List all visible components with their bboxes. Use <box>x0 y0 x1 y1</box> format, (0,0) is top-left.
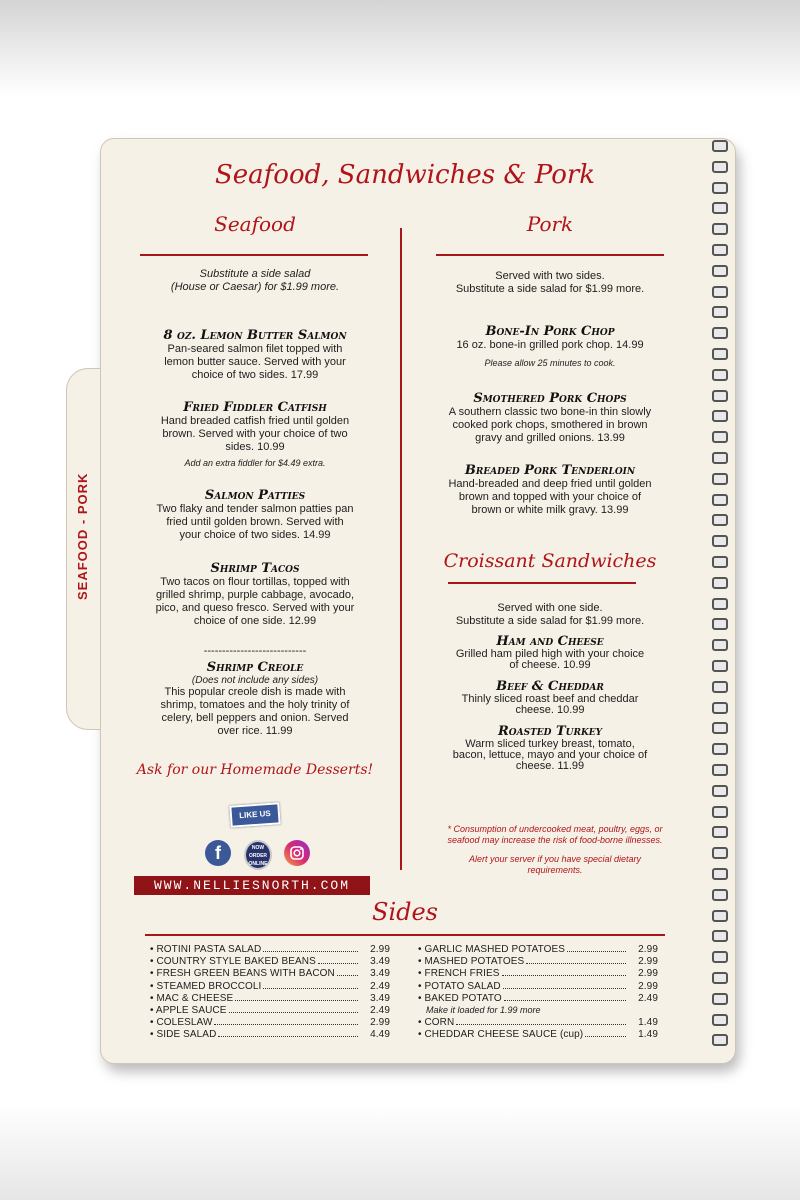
menu-item-roasted-turkey <box>425 724 675 772</box>
binding-ring <box>712 702 728 714</box>
item-title: Shrimp Tacos <box>210 561 300 576</box>
item-desc: Grilled ham piled high with your choice <box>455 648 645 660</box>
item-title: Breaded Pork Tenderloin <box>464 463 636 478</box>
item-desc: over rice. 11.99 <box>217 725 293 737</box>
item-desc: lemon butter sauce. Served with your <box>164 356 346 368</box>
binding-ring <box>712 410 728 422</box>
item-desc: bacon, lettuce, mayo and your choice of <box>452 749 648 761</box>
item-desc: of cheese. 10.99 <box>509 659 591 671</box>
binding-ring <box>712 993 728 1005</box>
item-title: Smothered Pork Chops <box>473 391 627 406</box>
binding-ring <box>712 889 728 901</box>
binding-ring <box>712 785 728 797</box>
side-row <box>150 1005 390 1017</box>
binding-ring <box>712 286 728 298</box>
item-title: Fried Fiddler Catfish <box>183 400 327 415</box>
side-name: • CORN <box>418 1016 455 1028</box>
side-price: 2.49 <box>638 992 658 1004</box>
leader-dots <box>263 951 358 952</box>
menu-item-smothered-pork-chops <box>425 391 675 445</box>
binding-ring <box>712 868 728 880</box>
binding-ring <box>712 639 728 651</box>
side-price: 3.49 <box>370 956 390 968</box>
side-name: • FRESH GREEN BEANS WITH BACON <box>150 968 335 980</box>
side-price: 3.49 <box>370 968 390 980</box>
binding-ring <box>712 390 728 402</box>
sides-list-right <box>418 944 658 1041</box>
binding-ring <box>712 743 728 755</box>
binding-ring <box>712 660 728 672</box>
side-row <box>418 993 658 1005</box>
leader-dots <box>263 988 358 989</box>
leader-dots <box>567 951 626 952</box>
side-name: • GARLIC MASHED POTATOES <box>418 944 566 955</box>
binding-ring <box>712 1014 728 1026</box>
side-row <box>418 956 658 968</box>
croissant-intro <box>425 602 675 628</box>
side-price: 2.99 <box>638 968 658 980</box>
side-row <box>150 993 390 1005</box>
item-note: Please allow 25 minutes to cook. <box>484 358 616 368</box>
side-price: 2.49 <box>370 980 390 992</box>
binding-ring <box>712 764 728 776</box>
menu-item-shrimp-tacos <box>130 561 380 628</box>
binding-ring <box>712 140 728 152</box>
seafood-intro-line: (House or Caesar) for $1.99 more. <box>170 281 340 293</box>
pork-rule <box>436 254 664 256</box>
page-title: Seafood, Sandwiches & Pork <box>214 160 596 190</box>
spiral-binding <box>712 140 728 1060</box>
item-desc: celery, bell peppers and onion. Served <box>161 712 349 724</box>
item-desc: Two tacos on flour tortillas, topped with <box>160 576 350 588</box>
item-title: Roasted Turkey <box>497 724 603 739</box>
leader-dots <box>337 975 358 976</box>
item-title: Ham and Cheese <box>496 634 604 649</box>
croissant-intro-line: Served with one side. <box>497 602 603 614</box>
website-link[interactable]: WWW.NELLIESNORTH.COM <box>134 876 370 895</box>
order-online-label: NOW ORDER ONLINE <box>248 845 268 867</box>
binding-ring <box>712 598 728 610</box>
sides-heading: Sides <box>372 898 438 926</box>
side-price: 3.49 <box>370 992 390 1004</box>
binding-ring <box>712 452 728 464</box>
item-desc: fried until golden brown. Served with <box>166 516 344 528</box>
binding-ring <box>712 306 728 318</box>
item-desc: Hand breaded catfish fried until golden <box>160 415 350 427</box>
sides-rule <box>145 934 665 936</box>
side-row <box>150 956 390 968</box>
side-price: 2.49 <box>370 1004 390 1016</box>
binding-ring <box>712 951 728 963</box>
side-price: 2.99 <box>370 1017 390 1029</box>
item-desc: shrimp, tomatoes and the holy trinity of <box>160 699 350 711</box>
binding-ring <box>712 577 728 589</box>
item-desc: cooked pork chops, smothered in brown <box>452 419 648 431</box>
side-price: 1.49 <box>638 1016 658 1028</box>
binding-ring <box>712 223 728 235</box>
binding-ring <box>712 431 728 443</box>
binding-ring <box>712 473 728 485</box>
binding-ring <box>712 910 728 922</box>
side-note: Make it loaded for 1.99 more <box>426 1004 541 1015</box>
disclaimer-line: requirements. <box>527 865 583 875</box>
item-title: 8 oz. Lemon Butter Salmon <box>163 328 347 343</box>
item-desc: cheese. 11.99 <box>515 760 585 772</box>
consumption-disclaimer <box>420 824 690 876</box>
menu-item-shrimp-creole <box>130 660 380 738</box>
desserts-callout: Ask for our Homemade Desserts! <box>136 762 374 778</box>
leader-dots <box>502 975 626 976</box>
facebook-icon[interactable]: f <box>205 840 231 866</box>
item-desc: gravy and grilled onions. 13.99 <box>475 432 625 444</box>
disclaimer-line: seafood may increase the risk of food-borne illnesses. <box>447 835 663 845</box>
pork-intro <box>425 270 675 296</box>
side-price: 2.99 <box>638 980 658 992</box>
tab-label: SEAFOOD - PORK <box>75 472 90 600</box>
menu-item-bone-in-pork-chop <box>425 324 675 368</box>
leader-dots <box>229 1012 358 1013</box>
item-desc: Thinly sliced roast beef and cheddar <box>461 693 639 705</box>
side-name: • COUNTRY STYLE BAKED BEANS <box>150 956 316 968</box>
binding-ring <box>712 244 728 256</box>
binding-ring <box>712 847 728 859</box>
menu-item-fiddler-catfish <box>130 400 380 468</box>
side-row <box>150 1017 390 1029</box>
binding-ring <box>712 327 728 339</box>
leader-dots <box>585 1036 626 1037</box>
side-name: • BAKED POTATO <box>418 992 502 1004</box>
item-desc: Hand-breaded and deep fried until golden <box>448 478 652 490</box>
side-row <box>418 1017 658 1029</box>
binding-ring <box>712 494 728 506</box>
disclaimer-line: * Consumption of undercooked meat, poultry, eggs, or <box>447 824 663 834</box>
item-desc: cheese. 10.99 <box>515 704 585 716</box>
menu-item-beef-cheddar <box>425 679 675 716</box>
menu-item-salmon-patties <box>130 488 380 542</box>
side-row <box>418 944 658 956</box>
binding-ring <box>712 369 728 381</box>
like-us-badge[interactable] <box>229 802 280 827</box>
side-name: • COLESLAW <box>150 1017 213 1029</box>
side-row <box>418 981 658 993</box>
binding-ring <box>712 722 728 734</box>
item-desc: This popular creole dish is made with <box>164 686 346 698</box>
item-desc: brown or white milk gravy. 13.99 <box>471 504 629 516</box>
binding-ring <box>712 618 728 630</box>
item-title: Bone-In Pork Chop <box>485 324 615 339</box>
item-desc: choice of two sides. 17.99 <box>191 369 319 381</box>
leader-dots <box>235 1000 358 1001</box>
binding-ring <box>712 972 728 984</box>
side-name: • FRENCH FRIES <box>418 968 500 980</box>
leader-dots <box>214 1024 358 1025</box>
croissant-rule <box>448 582 636 584</box>
item-desc: 16 oz. bone-in grilled pork chop. 14.99 <box>456 339 644 351</box>
pork-intro-line: Substitute a side salad for $1.99 more. <box>455 283 645 295</box>
side-row <box>150 944 390 956</box>
column-divider <box>400 228 402 870</box>
side-row <box>150 1029 390 1041</box>
pork-heading: Pork <box>526 212 574 236</box>
side-name: • MAC & CHEESE <box>150 992 234 1004</box>
item-note: Add an extra fiddler for $4.49 extra. <box>184 458 326 468</box>
leader-dots <box>218 1036 358 1037</box>
side-price: 1.49 <box>638 1029 658 1041</box>
side-row <box>418 1029 658 1041</box>
item-desc: Two flaky and tender salmon patties pan <box>156 503 354 515</box>
item-desc: Pan-seared salmon filet topped with <box>167 343 343 355</box>
side-price: 2.99 <box>638 956 658 968</box>
item-title: Shrimp Creole <box>206 660 304 675</box>
like-us-label: LIKE US <box>238 808 272 821</box>
item-desc: Warm sliced turkey breast, tomato, <box>465 738 635 750</box>
item-title: Beef & Cheddar <box>496 679 604 694</box>
side-name: • MASHED POTATOES <box>418 956 525 968</box>
item-desc: your choice of two sides. 14.99 <box>179 529 331 541</box>
menu-item-ham-and-cheese <box>425 634 675 671</box>
item-title: Salmon Patties <box>204 488 306 503</box>
binding-ring <box>712 1034 728 1046</box>
side-name: • STEAMED BROCCOLI <box>150 980 262 992</box>
leader-dots <box>456 1024 626 1025</box>
side-name: • ROTINI PASTA SALAD <box>150 944 262 955</box>
pork-intro-line: Served with two sides. <box>495 270 605 282</box>
leader-dots <box>526 963 626 964</box>
leader-dots <box>504 1000 626 1001</box>
item-desc: A southern classic two bone-in thin slowly <box>448 406 652 418</box>
seafood-rule <box>140 254 368 256</box>
item-desc: brown and topped with your choice of <box>458 491 642 503</box>
croissant-intro-line: Substitute a side salad for $1.99 more. <box>455 615 645 627</box>
item-subtitle: (Does not include any sides) <box>191 675 319 686</box>
order-online-icon[interactable] <box>244 840 272 870</box>
side-row <box>418 968 658 980</box>
section-divider: ---------------------------- <box>203 645 307 657</box>
menu-item-lemon-butter-salmon <box>130 328 380 382</box>
side-name: • POTATO SALAD <box>418 980 501 992</box>
binding-ring <box>712 806 728 818</box>
disclaimer-line: Alert your server if you have special dietary <box>468 854 642 864</box>
item-desc: sides. 10.99 <box>225 441 285 453</box>
leader-dots <box>318 963 358 964</box>
side-price: 2.99 <box>638 944 658 955</box>
seafood-intro-line: Substitute a side salad <box>199 268 311 280</box>
binding-ring <box>712 182 728 194</box>
side-name: • SIDE SALAD <box>150 1029 217 1041</box>
croissant-heading: Croissant Sandwiches <box>443 550 657 572</box>
binding-ring <box>712 535 728 547</box>
binding-ring <box>712 930 728 942</box>
side-price: 2.99 <box>370 944 390 955</box>
binding-ring <box>712 348 728 360</box>
side-price: 4.49 <box>370 1029 390 1041</box>
instagram-glyph <box>284 840 310 866</box>
seafood-heading: Seafood <box>214 212 296 236</box>
side-row <box>150 981 390 993</box>
side-name: • CHEDDAR CHEESE SAUCE (cup) <box>418 1029 584 1041</box>
sides-list-left <box>150 944 390 1042</box>
binding-ring <box>712 202 728 214</box>
binding-ring <box>712 556 728 568</box>
item-desc: choice of one side. 12.99 <box>193 615 317 627</box>
binding-ring <box>712 161 728 173</box>
binding-ring <box>712 681 728 693</box>
menu-item-breaded-pork-tenderloin <box>425 463 675 517</box>
leader-dots <box>503 988 626 989</box>
seafood-intro <box>130 268 380 294</box>
side-name: • APPLE SAUCE <box>150 1004 227 1016</box>
binding-ring <box>712 265 728 277</box>
binding-ring <box>712 826 728 838</box>
instagram-icon[interactable] <box>284 840 310 866</box>
item-desc: grilled shrimp, purple cabbage, avocado, <box>155 589 355 601</box>
side-row <box>150 968 390 980</box>
item-desc: brown. Served with your choice of two <box>162 428 348 440</box>
item-desc: pico, and queso fresco. Served with your <box>155 602 355 614</box>
binding-ring <box>712 514 728 526</box>
